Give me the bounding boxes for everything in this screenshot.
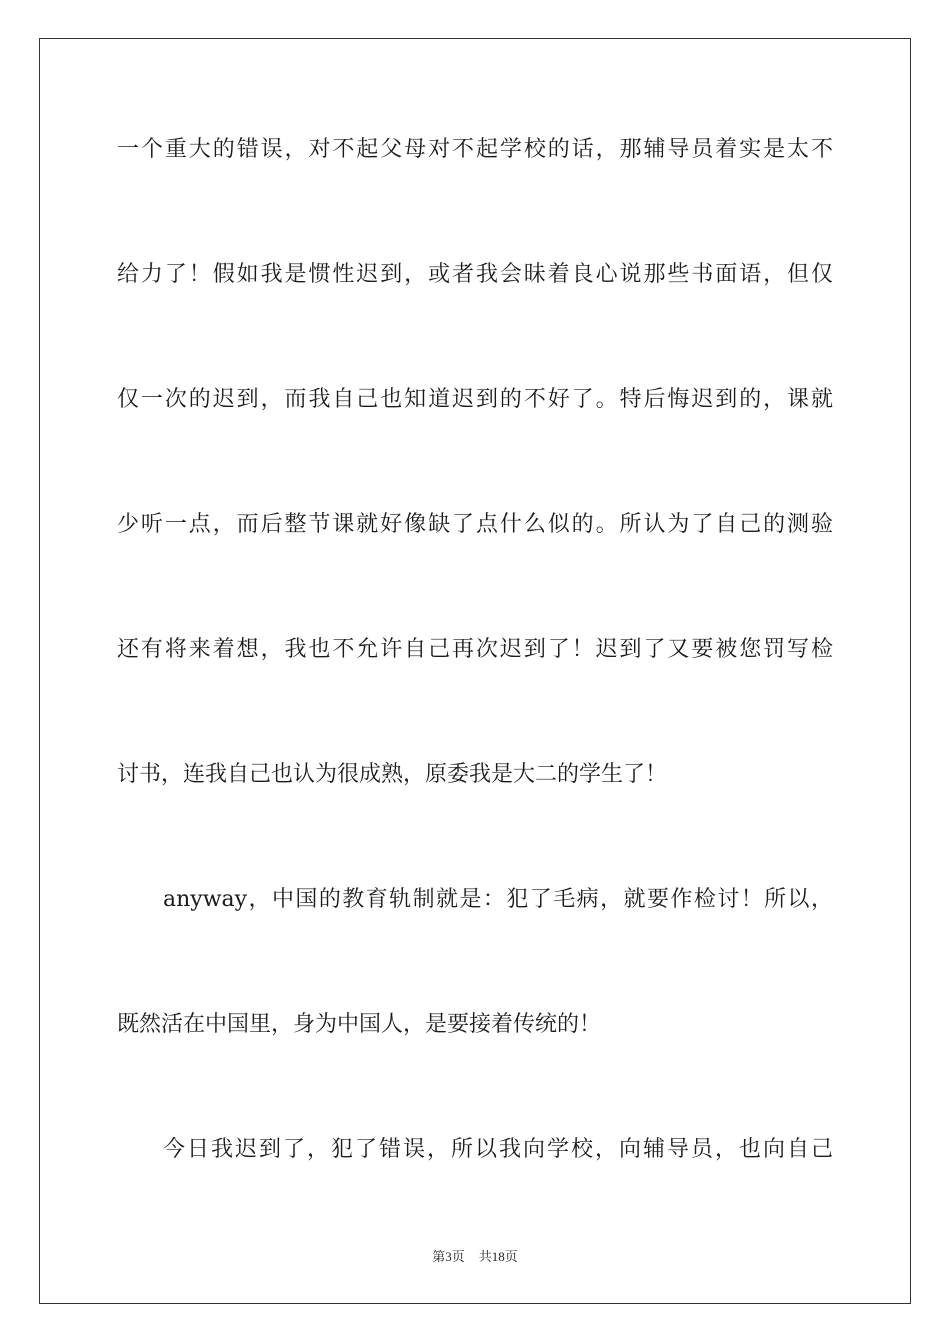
text-line: 讨书，连我自己也认为很成熟，原委我是大二的学生了！ bbox=[117, 762, 668, 787]
page-border bbox=[39, 38, 911, 1304]
paragraph-first-line: anyway，中国的教育轨制就是：犯了毛病，就要作检讨！所以， bbox=[163, 887, 833, 912]
text-line: 既然活在中国里，身为中国人，是要接着传统的！ bbox=[117, 1012, 602, 1037]
paragraph-first-line: 今日我迟到了，犯了错误，所以我向学校，向辅导员，也向自己 bbox=[163, 1137, 833, 1162]
text-line: 还有将来着想，我也不允许自己再次迟到了！迟到了又要被您罚写检 bbox=[117, 637, 833, 662]
text-line: 少听一点，而后整节课就好像缺了点什么似的。所认为了自己的测验 bbox=[117, 512, 833, 537]
text-line: 给力了！假如我是惯性迟到，或者我会昧着良心说那些书面语，但仅 bbox=[117, 262, 833, 287]
total-pages: 共18页 bbox=[478, 1249, 518, 1264]
page-number: 第3页 bbox=[432, 1249, 465, 1264]
page-footer bbox=[0, 1248, 950, 1266]
text-line: 仅一次的迟到，而我自己也知道迟到的不好了。特后悔迟到的，课就 bbox=[117, 387, 833, 412]
text-line: 一个重大的错误，对不起父母对不起学校的话，那辅导员着实是太不 bbox=[117, 137, 833, 162]
